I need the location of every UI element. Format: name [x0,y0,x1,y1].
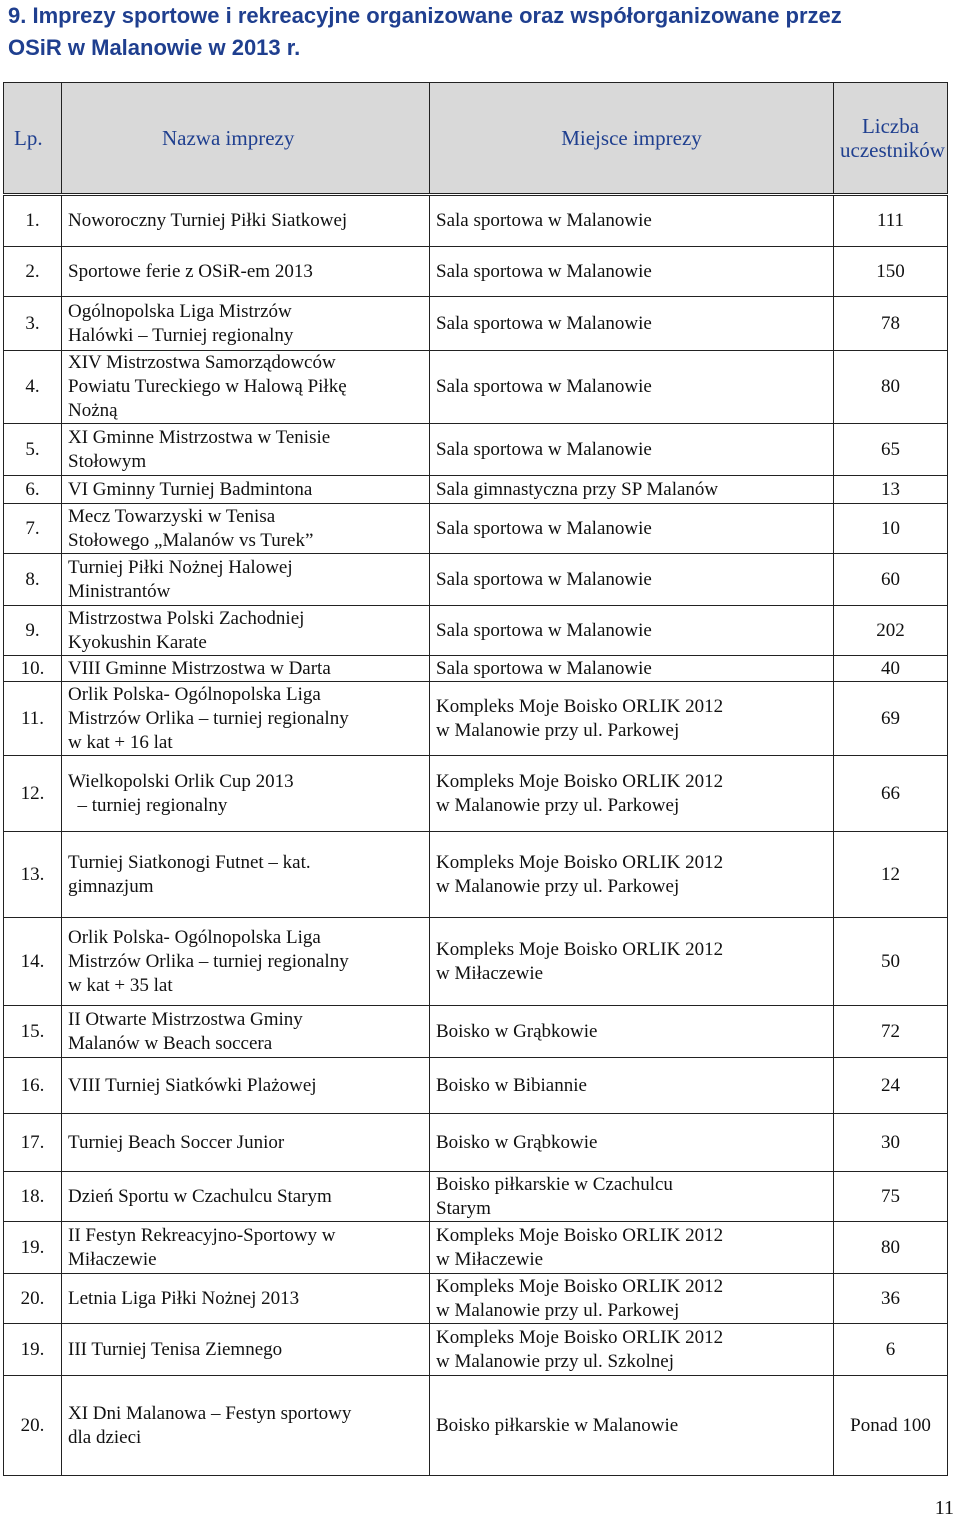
table-row [4,1172,948,1222]
cell-event-name [62,504,430,554]
event-place-line: Boisko w Bibiannie [436,1074,587,1096]
cell-lp: 2. [4,247,62,297]
table-row [4,476,948,504]
cell-participants: 36 [834,1274,948,1324]
cell-event-name [62,1058,430,1114]
event-name-line: w kat + 16 lat [68,731,173,753]
cell-event-place [430,247,834,297]
cell-event-place [430,1274,834,1324]
table-row [4,1114,948,1172]
event-place-line: w Malanowie przy ul. Szkolnej [436,1350,674,1372]
cell-event-name [62,297,430,351]
event-place-line: w Malanowie przy ul. Parkowej [436,794,680,816]
event-name-line: Powiatu Tureckiego w Halową Piłkę [68,376,347,397]
event-place-line: Boisko piłkarskie w Malanowie [436,1414,679,1436]
cell-event-place [430,918,834,1006]
event-name-line: Orlik Polska- Ogólnopolska Liga [68,926,321,948]
cell-lp: 14. [4,918,62,1006]
cell-lp: 19. [4,1222,62,1274]
cell-lp: 12. [4,756,62,832]
cell-participants: 80 [834,1222,948,1274]
event-name-line: Sportowe ferie z OSiR-em 2013 [68,260,313,282]
event-name-line: Turniej Piłki Nożnej Halowej [68,556,293,578]
cell-lp: 18. [4,1172,62,1222]
event-place-line: Boisko w Grąbkowie [436,1131,598,1153]
event-place-line: Kompleks Moje Boisko ORLIK 2012 [436,770,724,792]
cell-participants: 40 [834,656,948,682]
event-place-line: Kompleks Moje Boisko ORLIK 2012 [436,695,724,717]
cell-participants: 13 [834,476,948,504]
event-place-line: Kompleks Moje Boisko ORLIK 2012 [436,1326,724,1348]
event-name-line: – turniej regionalny [68,794,228,816]
event-name-line: Halówki – Turniej regionalny [68,324,294,346]
cell-participants: 75 [834,1172,948,1222]
cell-lp: 5. [4,424,62,476]
event-name-line: gimnazjum [68,875,154,897]
table-header-row [4,83,948,195]
event-name-line: III Turniej Tenisa Ziemnego [68,1338,283,1360]
event-name-line: VIII Gminne Mistrzostwa w Darta [68,657,331,679]
cell-participants: 50 [834,918,948,1006]
events-table [3,82,948,1476]
event-place-line: Sala sportowa w Malanowie [436,260,652,282]
event-place-line: Sala sportowa w Malanowie [436,619,652,641]
event-name-line: Kyokushin Karate [68,631,207,653]
cell-event-place [430,297,834,351]
cell-participants: 65 [834,424,948,476]
table-row [4,1006,948,1058]
header-count-line-2: uczestników [840,138,945,162]
event-name-line: XI Gminne Mistrzostwa w Tenisie [68,426,331,448]
event-place-line: Sala gimnastyczna przy SP Malanów [436,478,719,500]
table-body [4,195,948,1476]
event-name-line: Miłaczewie [68,1248,157,1270]
event-name-line: Malanów w Beach soccera [68,1032,273,1054]
table-row [4,1058,948,1114]
cell-lp: 13. [4,832,62,918]
cell-participants: 80 [834,351,948,424]
cell-lp: 19. [4,1324,62,1376]
cell-event-name [62,682,430,756]
cell-lp: 11. [4,682,62,756]
cell-lp: 8. [4,554,62,606]
cell-event-place [430,1006,834,1058]
event-name-line: VI Gminny Turniej Badmintona [68,478,313,500]
event-place-line: Boisko piłkarskie w Czachulcu [436,1173,673,1195]
event-name-line: Orlik Polska- Ogólnopolska Liga [68,683,321,705]
heading-line-2: OSiR w Malanowie w 2013 r. [8,35,301,60]
event-name-line: Stołowego „Malanów vs Turek” [68,529,314,551]
cell-participants: 30 [834,1114,948,1172]
table-row [4,247,948,297]
cell-event-place [430,1324,834,1376]
header-name: Nazwa imprezy [62,83,430,195]
event-name-line: II Festyn Rekreacyjno-Sportowy w [68,1224,336,1246]
cell-participants: 6 [834,1324,948,1376]
cell-event-name [62,606,430,656]
cell-event-place [430,351,834,424]
event-place-line: Kompleks Moje Boisko ORLIK 2012 [436,938,724,960]
cell-event-name [62,1376,430,1476]
cell-participants: 24 [834,1058,948,1114]
cell-participants: 72 [834,1006,948,1058]
cell-event-name [62,351,430,424]
cell-event-place [430,832,834,918]
cell-participants: 150 [834,247,948,297]
table-row [4,918,948,1006]
cell-event-place [430,195,834,247]
heading-line-1: 9. Imprezy sportowe i rekreacyjne organizowane oraz współorganizowane przez [8,3,842,28]
event-name-line: VIII Turniej Siatkówki Plażowej [68,1074,317,1096]
event-place-line: w Miłaczewie [436,962,544,984]
event-name-line: Dzień Sportu w Czachulcu Starym [68,1185,332,1207]
cell-event-name [62,1114,430,1172]
event-name-line: Turniej Beach Soccer Junior [68,1131,285,1153]
cell-event-name [62,1006,430,1058]
cell-event-place [430,1058,834,1114]
event-place-line: Sala sportowa w Malanowie [436,657,652,679]
event-place-line: Sala sportowa w Malanowie [436,376,652,397]
event-name-line: Ogólnopolska Liga Mistrzów [68,300,292,322]
cell-participants: 111 [834,195,948,247]
event-name-line: Mistrzostwa Polski Zachodniej [68,607,305,629]
cell-participants: 12 [834,832,948,918]
cell-lp: 17. [4,1114,62,1172]
cell-event-name [62,247,430,297]
cell-event-place [430,1222,834,1274]
event-place-line: w Malanowie przy ul. Parkowej [436,1299,680,1321]
section-heading [8,0,948,64]
event-name-line: XI Dni Malanowa – Festyn sportowy [68,1402,352,1424]
table-row [4,832,948,918]
cell-lp: 7. [4,504,62,554]
table-row [4,682,948,756]
cell-event-name [62,554,430,606]
cell-participants: 78 [834,297,948,351]
cell-event-name [62,832,430,918]
event-name-line: Wielkopolski Orlik Cup 2013 [68,770,294,792]
cell-lp: 9. [4,606,62,656]
cell-event-name [62,1222,430,1274]
page-number: 11 [934,1497,954,1519]
cell-lp: 6. [4,476,62,504]
cell-event-place [430,682,834,756]
table-row [4,756,948,832]
cell-event-place [430,756,834,832]
cell-event-name [62,1324,430,1376]
event-name-line: Ministrantów [68,580,171,602]
cell-participants: 60 [834,554,948,606]
table-row [4,1324,948,1376]
cell-event-name [62,424,430,476]
event-place-line: Kompleks Moje Boisko ORLIK 2012 [436,851,724,873]
cell-event-place [430,1114,834,1172]
event-place-line: Kompleks Moje Boisko ORLIK 2012 [436,1275,724,1297]
cell-lp: 15. [4,1006,62,1058]
cell-participants: Ponad 100 [834,1376,948,1476]
cell-event-name [62,656,430,682]
cell-lp: 3. [4,297,62,351]
cell-event-name [62,1172,430,1222]
table-row [4,424,948,476]
table-row [4,606,948,656]
table-row [4,504,948,554]
cell-lp: 16. [4,1058,62,1114]
event-name-line: dla dzieci [68,1426,142,1448]
cell-event-place [430,606,834,656]
cell-event-place [430,1172,834,1222]
cell-lp: 20. [4,1274,62,1324]
event-name-line: Nożną [68,400,118,421]
cell-participants: 202 [834,606,948,656]
event-name-line: XIV Mistrzostwa Samorządowców [68,352,336,373]
event-name-line: Turniej Siatkonogi Futnet – kat. [68,851,311,873]
table-row [4,656,948,682]
event-name-line: II Otwarte Mistrzostwa Gminy [68,1008,303,1030]
cell-participants: 69 [834,682,948,756]
event-name-line: Noworoczny Turniej Piłki Siatkowej [68,210,348,231]
event-place-line: w Miłaczewie [436,1248,544,1270]
cell-event-name [62,476,430,504]
table-row [4,1376,948,1476]
table-row [4,1274,948,1324]
cell-lp: 1. [4,195,62,247]
cell-event-name [62,756,430,832]
event-place-line: Sala sportowa w Malanowie [436,568,652,590]
cell-event-place [430,424,834,476]
event-place-line: Sala sportowa w Malanowie [436,210,652,231]
header-place: Miejsce imprezy [430,83,834,195]
cell-event-place [430,476,834,504]
header-count [834,83,948,195]
header-count-line-1: Liczba [861,114,920,138]
table-row [4,554,948,606]
event-place-line: Sala sportowa w Malanowie [436,438,652,460]
event-place-line: Boisko w Grąbkowie [436,1020,598,1042]
cell-participants: 10 [834,504,948,554]
cell-event-place [430,656,834,682]
cell-event-name [62,1274,430,1324]
event-place-line: Sala sportowa w Malanowie [436,517,652,539]
cell-lp: 20. [4,1376,62,1476]
table-row [4,351,948,424]
event-place-line: Starym [436,1197,491,1219]
event-name-line: Mistrzów Orlika – turniej regionalny [68,707,349,729]
event-name-line: Mistrzów Orlika – turniej regionalny [68,950,349,972]
event-name-line: Stołowym [68,450,147,472]
event-name-line: w kat + 35 lat [68,974,173,996]
event-name-line: Letnia Liga Piłki Nożnej 2013 [68,1287,300,1309]
cell-event-place [430,554,834,606]
event-place-line: Sala sportowa w Malanowie [436,312,652,334]
header-lp: Lp. [4,83,62,195]
table-row [4,1222,948,1274]
event-name-line: Mecz Towarzyski w Tenisa [68,505,276,527]
cell-lp: 4. [4,351,62,424]
event-place-line: Kompleks Moje Boisko ORLIK 2012 [436,1224,724,1246]
cell-participants: 66 [834,756,948,832]
cell-event-place [430,504,834,554]
table-row [4,195,948,247]
table-row [4,297,948,351]
cell-event-name [62,195,430,247]
cell-event-place [430,1376,834,1476]
event-place-line: w Malanowie przy ul. Parkowej [436,719,680,741]
event-place-line: w Malanowie przy ul. Parkowej [436,875,680,897]
cell-event-name [62,918,430,1006]
cell-lp: 10. [4,656,62,682]
